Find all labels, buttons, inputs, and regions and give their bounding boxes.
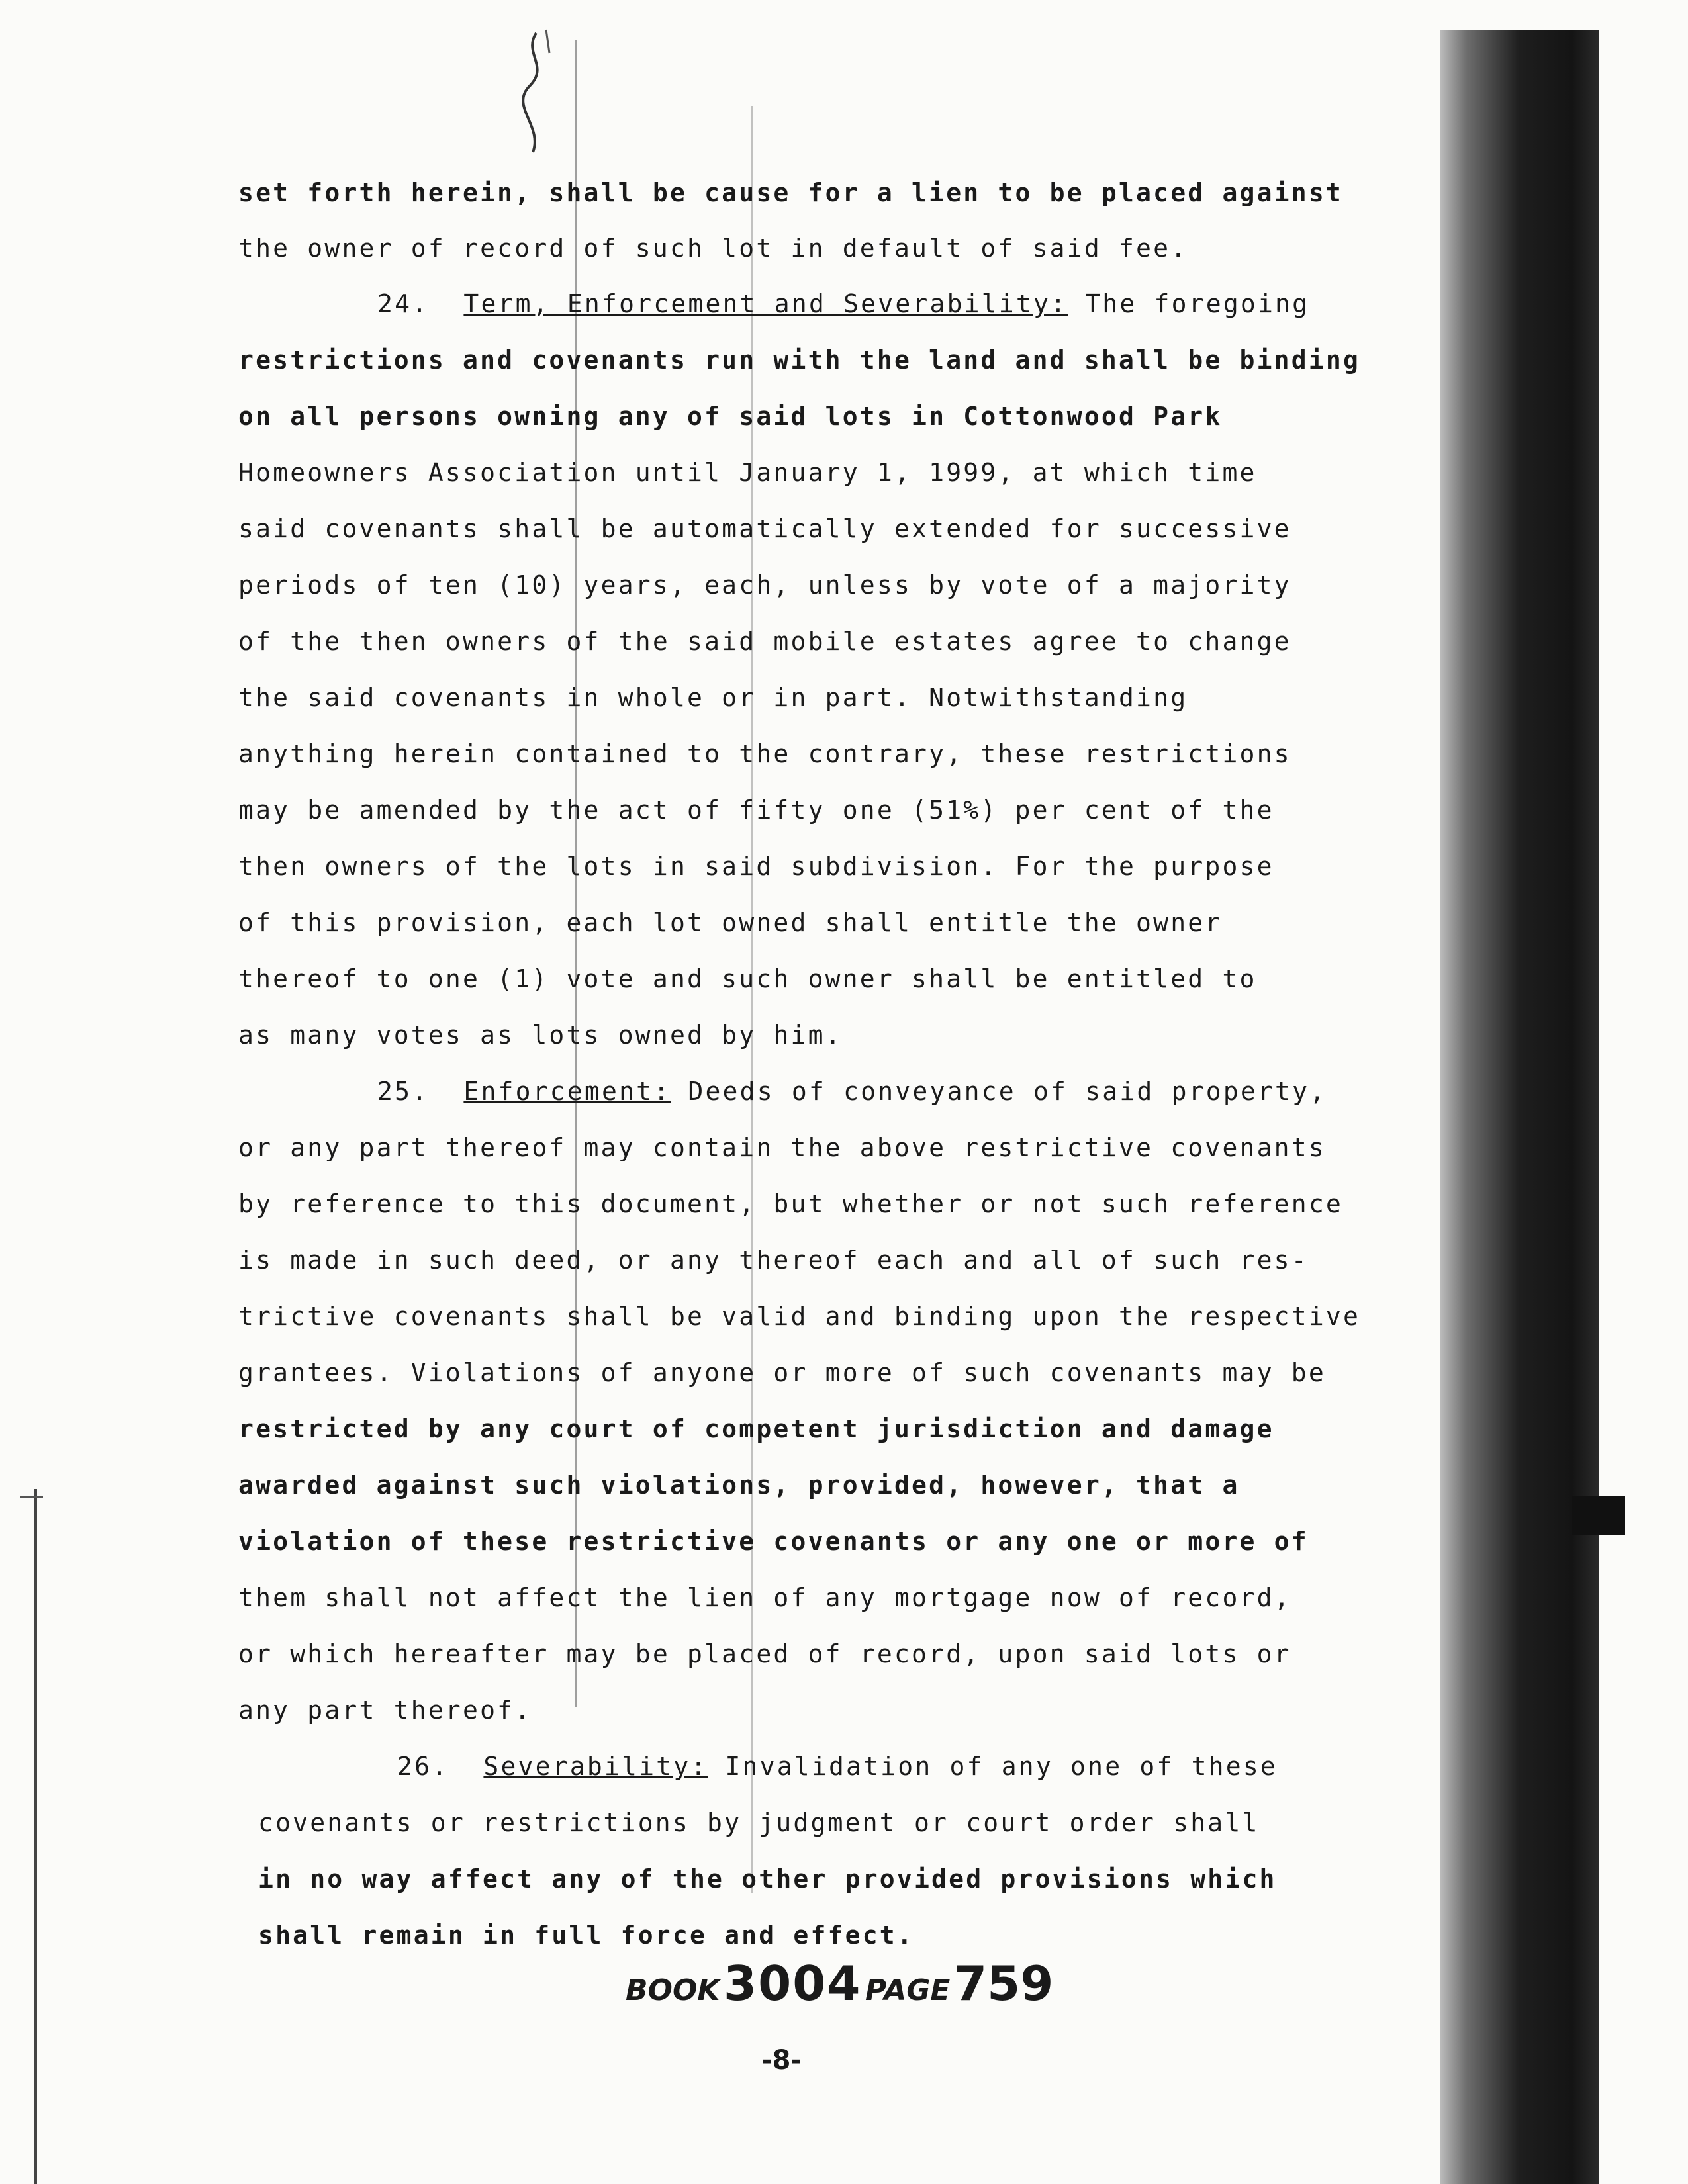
text-line: set forth herein, shall be cause for a lien to be placed against (238, 178, 1343, 207)
section-title: Term, Enforcement and Severability: (463, 289, 1068, 318)
text-line: in no way affect any of the other provided provisions which (258, 1864, 1277, 1893)
text-line: violation of these restrictive covenants or any one or more of (238, 1527, 1309, 1556)
text-line: restrictions and covenants run with the land and shall be binding (238, 345, 1361, 375)
text-line: Homeowners Association until January 1, 1999, at which time (238, 458, 1257, 487)
text-line: any part thereof. (238, 1696, 532, 1725)
page-number: -8- (761, 2045, 802, 2075)
binding-tab (1572, 1496, 1625, 1535)
binding-shadow (1440, 30, 1599, 2184)
section-text: Deeds of conveyance of said property, (671, 1077, 1327, 1106)
section-text: Invalidation of any one of these (708, 1752, 1278, 1781)
text-line: restricted by any court of competent jurisdiction and damage (238, 1414, 1274, 1443)
text-line: trictive covenants shall be valid and binding upon the respective (238, 1302, 1361, 1331)
section-title: Enforcement: (463, 1077, 671, 1106)
margin-mark (20, 1496, 43, 1498)
text-line: thereof to one (1) vote and such owner shall be entitled to (238, 964, 1257, 993)
text-line: may be amended by the act of fifty one (51%) per cent of the (238, 796, 1274, 825)
section-24-heading (377, 291, 1309, 316)
text-line: of this provision, each lot owned shall entitle the owner (238, 908, 1223, 937)
text-line: the said covenants in whole or in part. Notwithstanding (238, 683, 1188, 712)
text-line: on all persons owning any of said lots in Cottonwood Park (238, 402, 1223, 431)
section-title: Severability: (483, 1752, 708, 1781)
section-number: 25. (377, 1077, 430, 1106)
text-line: then owners of the lots in said subdivision. For the purpose (238, 852, 1274, 881)
text-line: the owner of record of such lot in default of said fee. (238, 234, 1188, 263)
text-line: or which hereafter may be placed of record, upon said lots or (238, 1639, 1291, 1668)
section-number: 26. (397, 1752, 449, 1781)
book-number: 3004 (724, 1956, 862, 2011)
book-label: BOOK (626, 1974, 720, 2007)
text-line: by reference to this document, but whether or not such reference (238, 1189, 1343, 1218)
page-number-stamp: 759 (954, 1956, 1054, 2011)
text-line: them shall not affect the lien of any mortgage now of record, (238, 1583, 1291, 1612)
text-line: of the then owners of the said mobile estates agree to change (238, 627, 1291, 656)
section-text: The foregoing (1068, 289, 1310, 318)
recording-stamp (626, 1956, 1053, 2011)
text-line: is made in such deed, or any thereof each and all of such res- (238, 1246, 1309, 1275)
text-line: or any part thereof may contain the above restrictive covenants (238, 1133, 1326, 1162)
text-line: awarded against such violations, provided, however, that a (238, 1471, 1240, 1500)
text-line: periods of ten (10) years, each, unless by vote of a majority (238, 570, 1291, 600)
section-number: 24. (377, 289, 430, 318)
text-line: as many votes as lots owned by him. (238, 1021, 843, 1050)
text-line: covenants or restrictions by judgment or court order shall (258, 1808, 1260, 1837)
margin-rule (34, 1489, 37, 2184)
section-26-heading (397, 1754, 1278, 1779)
text-line: shall remain in full force and effect. (258, 1921, 914, 1950)
page-label: PAGE (865, 1974, 951, 2007)
section-25-heading (377, 1079, 1327, 1104)
text-line: said covenants shall be automatically extended for successive (238, 514, 1291, 543)
scribble-mark (516, 26, 576, 159)
text-line: anything herein contained to the contrary, these restrictions (238, 739, 1291, 768)
text-line: grantees. Violations of anyone or more of such covenants may be (238, 1358, 1326, 1387)
